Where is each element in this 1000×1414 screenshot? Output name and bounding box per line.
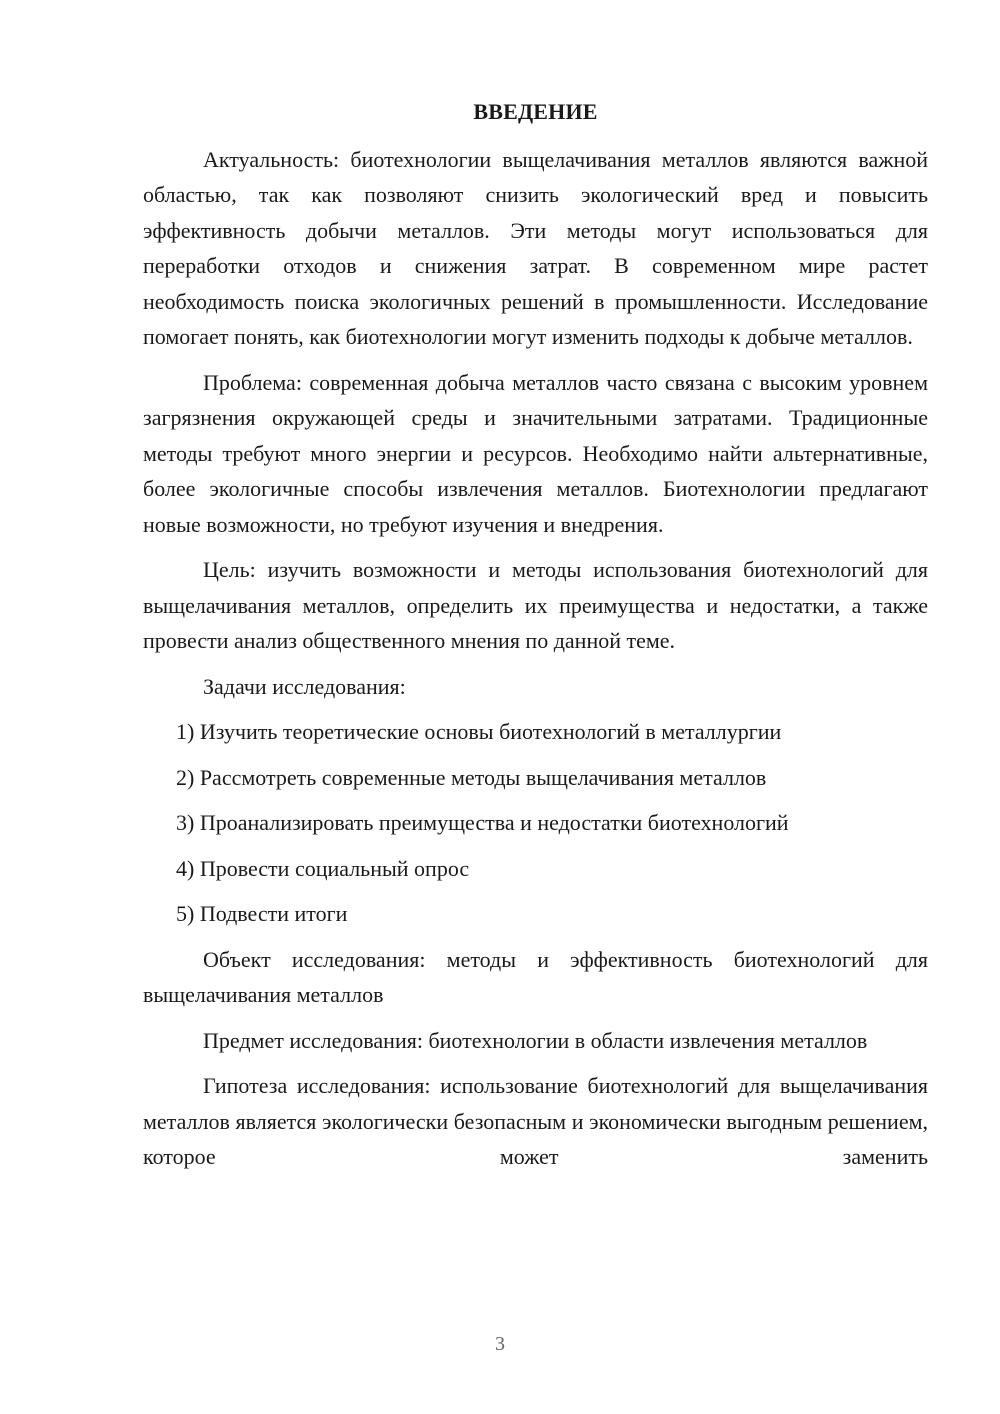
subject-paragraph: Предмет исследования: биотехнологии в области извлечения металлов bbox=[203, 1027, 868, 1053]
section-heading: ВВЕДЕНИЕ bbox=[473, 99, 598, 124]
hypothesis-paragraph: Гипотеза исследования: использование биотехнологий для выщелачивания металлов является экологически безопасным и экономически выгодным решением, которое может заменить bbox=[143, 1073, 928, 1169]
task-item: 1) Изучить теоретические основы биотехнологий в металлургии bbox=[176, 719, 782, 744]
page-number: 3 bbox=[495, 1333, 505, 1355]
tasks-title: Задачи исследования: bbox=[203, 673, 406, 699]
object-paragraph: Объект исследования: методы и эффективность биотехнологий для выщелачивания металлов bbox=[143, 946, 928, 1007]
task-item: 3) Проанализировать преимущества и недостатки биотехнологий bbox=[176, 810, 789, 835]
document-page bbox=[143, 94, 928, 1185]
relevance-paragraph: Актуальность: биотехнологии выщелачивания металлов являются важной областью, так как позволяют снизить экологический вред и повысить эффективность добычи металлов. Эти методы могут использоваться для переработки отходов и снижения затрат. В современном мире растет необходимость поиска экологичных решений в промышленности. Исследование помогает понять, как биотехнологии могут изменить подходы к добыче металлов. bbox=[143, 146, 928, 349]
task-item: 4) Провести социальный опрос bbox=[176, 855, 470, 881]
problem-paragraph: Проблема: современная добыча металлов часто связана с высоким уровнем загрязнения окружающей среды и значительными затратами. Традиционные методы требуют много энергии и ресурсов. Необходимо найти альтернативные, более экологичные способы извлечения металлов. Биотехнологии предлагают новые возможности, но требуют изучения и внедрения. bbox=[143, 369, 928, 537]
goal-paragraph: Цель: изучить возможности и методы использования биотехнологий для выщелачивания металлов, определить их преимущества и недостатки, а также провести анализ общественного мнения по данной теме. bbox=[143, 557, 928, 653]
task-list bbox=[143, 714, 928, 932]
task-item: 2) Рассмотреть современные методы выщелачивания металлов bbox=[176, 764, 767, 790]
task-item: 5) Подвести итоги bbox=[176, 901, 348, 926]
